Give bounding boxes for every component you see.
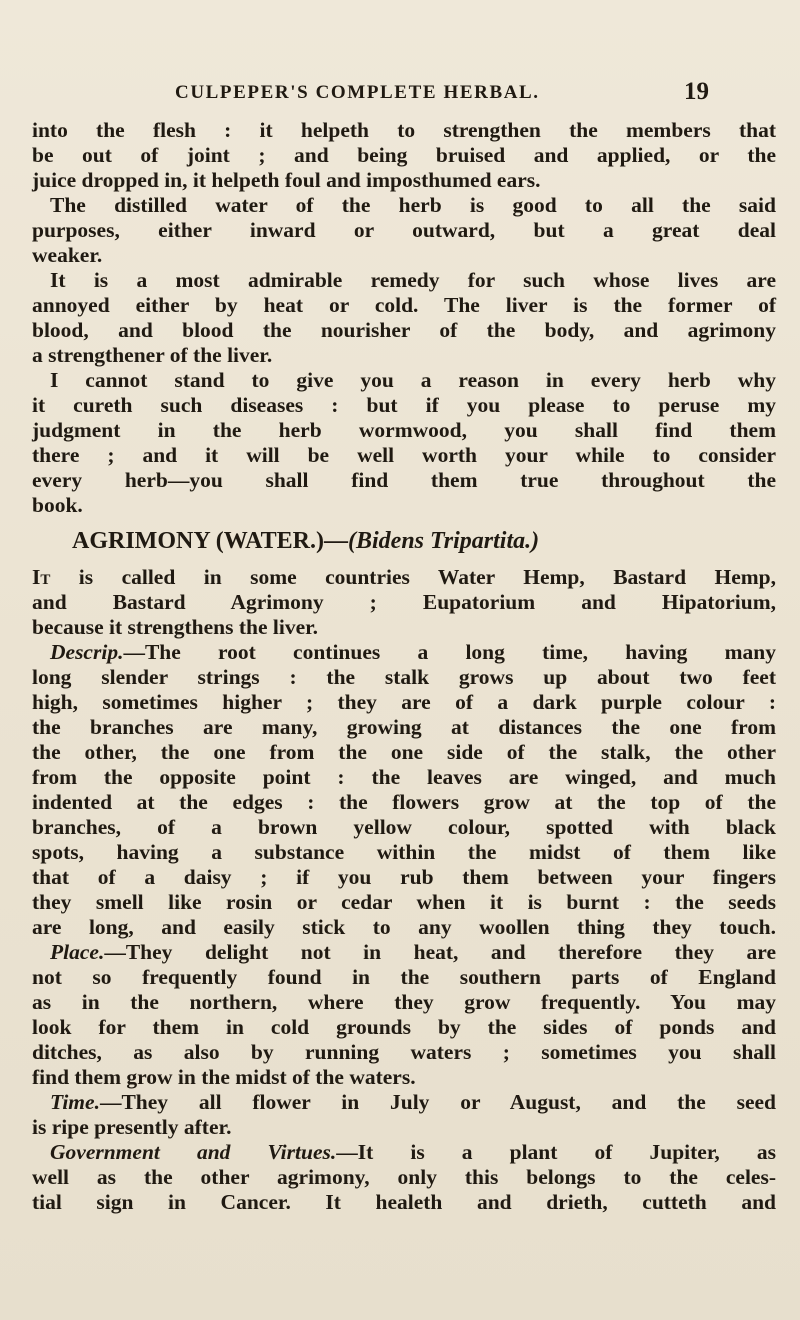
paragraph-1 xyxy=(32,118,776,193)
text-line: is ripe presently after. xyxy=(32,1115,232,1139)
paragraph-5 xyxy=(32,565,776,640)
section-label: Government and Virtues. xyxy=(50,1140,337,1164)
text-line: Descrip.—The root continues a long time, having many xyxy=(50,640,776,664)
text-line: from the opposite point : the leaves are winged, and much xyxy=(32,765,776,789)
text-line: high, sometimes higher ; they are of a dark purple colour : xyxy=(32,690,776,714)
paragraph-place xyxy=(32,940,776,1090)
text-line: I cannot stand to give you a reason in every herb why xyxy=(50,368,776,392)
text-line: weaker. xyxy=(32,243,103,267)
text-line: and Bastard Agrimony ; Eupatorium and Hipatorium, xyxy=(32,590,776,614)
text-line: It is called in some countries Water Hemp, Bastard Hemp, xyxy=(32,565,776,589)
text-line: they smell like rosin or cedar when it is burnt : the seeds xyxy=(32,890,776,914)
text-line: spots, having a substance within the midst of them like xyxy=(32,840,776,864)
text-line: indented at the edges : the flowers grow at the top of the xyxy=(32,790,776,814)
section-label: Place. xyxy=(50,940,105,964)
text-line: long slender strings : the stalk grows up about two feet xyxy=(32,665,776,689)
text-line: Government and Virtues.—It is a plant of Jupiter, as xyxy=(50,1140,776,1164)
text-line: juice dropped in, it helpeth foul and imposthumed ears. xyxy=(32,168,541,192)
text-line: Place.—They delight not in heat, and therefore they are xyxy=(50,940,776,964)
text-line: the other, the one from the one side of the stalk, the other xyxy=(32,740,776,764)
page-number: 19 xyxy=(684,78,709,105)
text-line: blood, and blood the nourisher of the body, and agrimony xyxy=(32,318,776,342)
paragraph-2 xyxy=(32,193,776,268)
text-line: because it strengthens the liver. xyxy=(32,615,319,639)
text-line: every herb—you shall find them true throughout the xyxy=(32,468,776,492)
text-line: that of a daisy ; if you rub them between your fingers xyxy=(32,865,776,889)
text-line: the branches are many, growing at distances the one from xyxy=(32,715,776,739)
page-header xyxy=(0,78,800,108)
text-line: judgment in the herb wormwood, you shall find them xyxy=(32,418,776,442)
paragraph-3 xyxy=(32,268,776,368)
text-line: branches, of a brown yellow colour, spotted with black xyxy=(32,815,776,839)
paragraph-time xyxy=(32,1090,776,1140)
text-line: ditches, as also by running waters ; sometimes you shall xyxy=(32,1040,776,1064)
text-line: well as the other agrimony, only this belongs to the celes- xyxy=(32,1165,776,1189)
heading-latin-name: (Bidens Tripartita.) xyxy=(348,528,540,554)
text-line: are long, and easily stick to any woollen thing they touch. xyxy=(32,915,776,939)
text-line: tial sign in Cancer. It healeth and drieth, cutteth and xyxy=(32,1190,776,1214)
text-line: purposes, either inward or outward, but a great deal xyxy=(32,218,776,242)
text-line: a strengthener of the liver. xyxy=(32,343,273,367)
text-line: look for them in cold grounds by the sides of ponds and xyxy=(32,1015,776,1039)
text-line: it cureth such diseases : but if you please to peruse my xyxy=(32,393,776,417)
body-text xyxy=(32,118,776,1215)
text-line: book. xyxy=(32,493,83,517)
text-line: annoyed either by heat or cold. The liver is the former of xyxy=(32,293,776,317)
text-line: not so frequently found in the southern parts of England xyxy=(32,965,776,989)
text-line: be out of joint ; and being bruised and applied, or the xyxy=(32,143,776,167)
text-line: there ; and it will be well worth your while to consider xyxy=(32,443,776,467)
section-label: Time. xyxy=(50,1090,100,1114)
section-label: Descrip. xyxy=(50,640,124,664)
text-line: as in the northern, where they grow frequently. You may xyxy=(32,990,776,1014)
paragraph-government-virtues xyxy=(32,1140,776,1215)
drop-cap: It xyxy=(32,565,51,589)
running-title: CULPEPER'S COMPLETE HERBAL. xyxy=(175,82,540,103)
text-line: It is a most admirable remedy for such whose lives are xyxy=(50,268,776,292)
heading-title: AGRIMONY (WATER.)— xyxy=(72,528,348,554)
paragraph-4 xyxy=(32,368,776,518)
text-line: find them grow in the midst of the waters. xyxy=(32,1065,416,1089)
text-line: into the flesh : it helpeth to strengthen the members that xyxy=(32,118,776,142)
text-line: Time.—They all flower in July or August, and the seed xyxy=(50,1090,776,1114)
paragraph-description xyxy=(32,640,776,940)
text-line: The distilled water of the herb is good to all the said xyxy=(50,193,776,217)
section-heading xyxy=(32,526,776,557)
